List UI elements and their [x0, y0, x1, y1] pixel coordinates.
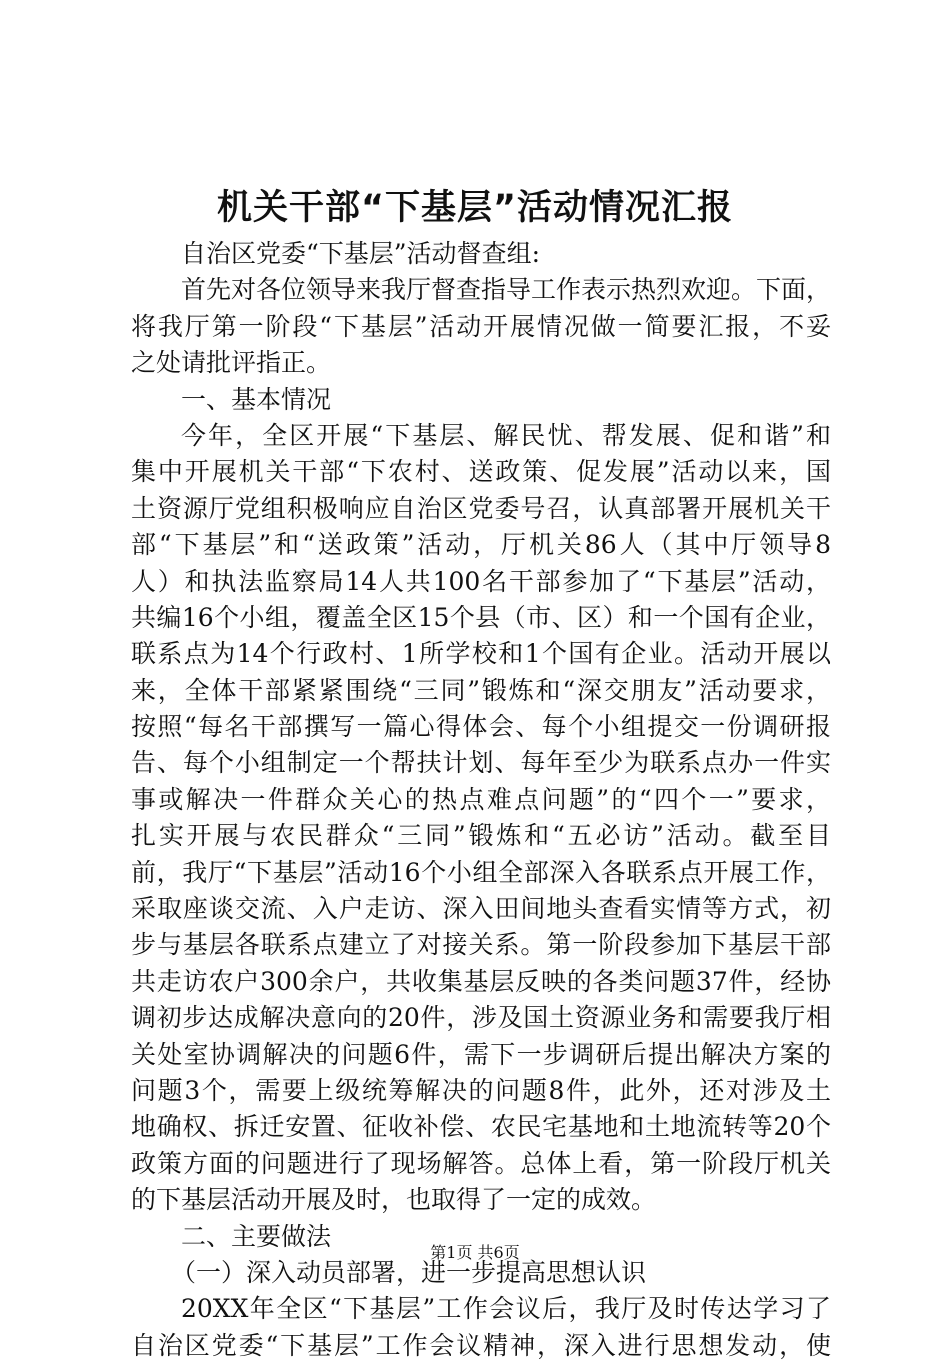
text-line: 关处室协调解决的问题6件，需下一步调研后提出解决方案的 — [131, 1039, 831, 1069]
text-line: 政策方面的问题进行了现场解答。总体上看，第一阶段厅机关 — [131, 1148, 831, 1178]
text-line: 之处请批评指正。 — [131, 348, 332, 378]
text-line: 首先对各位领导来我厅督查指导工作表示热烈欢迎。下面， — [181, 275, 831, 305]
text-line: 二、主要做法 — [181, 1221, 332, 1251]
text-line: 采取座谈交流、入户走访、深入田间地头查看实情等方式，初 — [131, 894, 831, 924]
text-line: 人）和执法监察局14人共100名干部参加了“下基层”活动， — [131, 566, 831, 596]
page-footer: 第1页 共6页 — [430, 1243, 520, 1262]
text-line: 集中开展机关干部“下农村、送政策、促发展”活动以来，国 — [131, 457, 831, 487]
text-line: 的下基层活动开展及时，也取得了一定的成效。 — [131, 1185, 657, 1215]
text-line: 调初步达成解决意向的20件，涉及国土资源业务和需要我厅相 — [131, 1003, 831, 1033]
text-line: 共走访农户300余户，共收集基层反映的各类问题37件，经协 — [131, 966, 831, 996]
document-title: 机关干部“下基层”活动情况汇报 — [216, 188, 733, 228]
text-line: 今年，全区开展“下基层、解民忧、帮发展、促和谐”和 — [181, 420, 831, 450]
text-line: 扎实开展与农民群众“三同”锻炼和“五必访”活动。截至目 — [131, 821, 831, 851]
text-line: 土资源厅党组积极响应自治区党委号召，认真部署开展机关干 — [131, 493, 831, 523]
text-line: 一、基本情况 — [181, 384, 332, 414]
document-body — [131, 236, 831, 1364]
text-line: 来，全体干部紧紧围绕“三同”锻炼和“深交朋友”活动要求， — [131, 675, 831, 705]
text-line: （一）深入动员部署，进一步提高思想认识 — [171, 1257, 647, 1287]
text-line: 地确权、拆迁安置、征收补偿、农民宅基地和土地流转等20个 — [131, 1112, 831, 1142]
text-line: 联系点为14个行政村、1所学校和1个国有企业。活动开展以 — [131, 639, 831, 669]
text-line: 告、每个小组制定一个帮扶计划、每年至少为联系点办一件实 — [131, 748, 831, 778]
text-line: 自治区党委“下基层”工作会议精神，深入进行思想发动，使 — [131, 1330, 831, 1360]
text-line: 问题3个，需要上级统筹解决的问题8件，此外，还对涉及土 — [131, 1075, 831, 1105]
text-line: 部“下基层”和“送政策”活动，厅机关86人（其中厅领导8 — [131, 530, 831, 560]
text-line: 步与基层各联系点建立了对接关系。第一阶段参加下基层干部 — [131, 930, 831, 960]
text-line: 20XX年全区“下基层”工作会议后，我厅及时传达学习了 — [181, 1294, 831, 1324]
text-line: 共编16个小组，覆盖全区15个县（市、区）和一个国有企业， — [131, 602, 831, 632]
text-line: 将我厅第一阶段“下基层”活动开展情况做一简要汇报，不妥 — [131, 311, 831, 341]
text-line: 事或解决一件群众关心的热点难点问题”的“四个一”要求， — [131, 784, 831, 814]
text-line: 前，我厅“下基层”活动16个小组全部深入各联系点开展工作， — [131, 857, 831, 887]
text-line: 自治区党委“下基层”活动督查组: — [181, 239, 540, 268]
text-line: 按照“每名干部撰写一篇心得体会、每个小组提交一份调研报 — [131, 712, 831, 742]
